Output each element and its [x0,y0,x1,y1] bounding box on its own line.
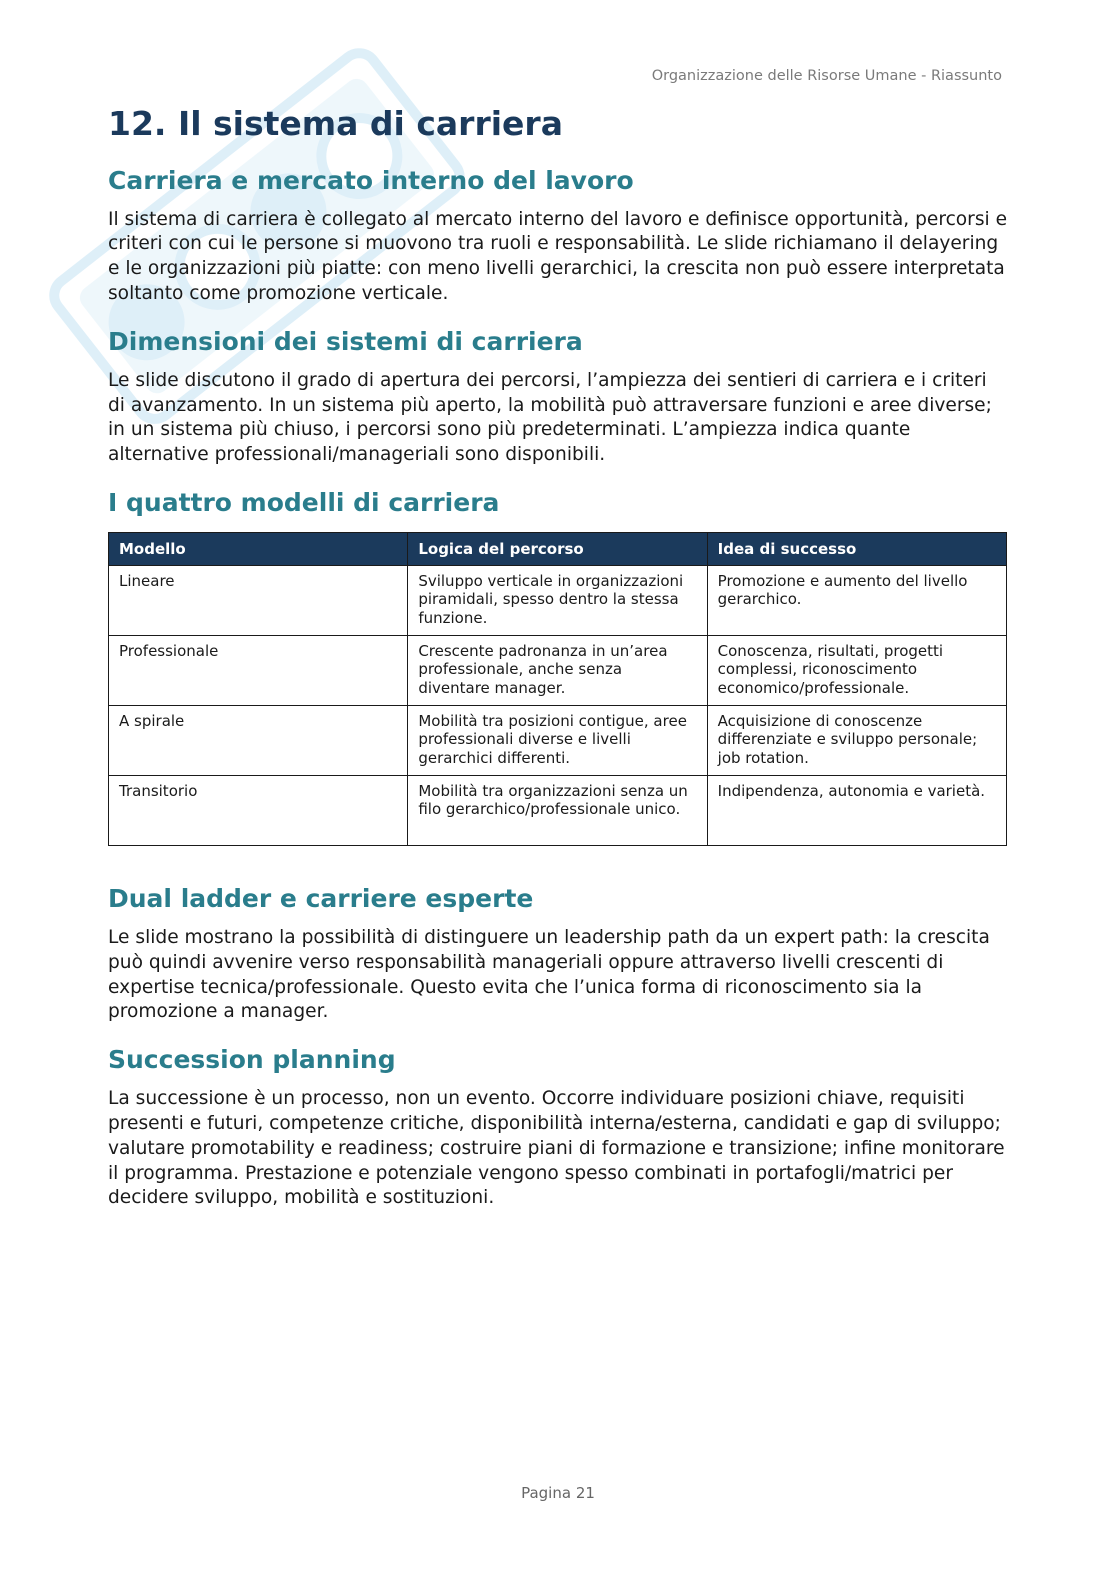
table-cell: Sviluppo verticale in organizzazioni piramidali, spesso dentro la stessa funzione. [408,565,707,635]
table-row [109,775,1007,845]
table-cell: Acquisizione di conoscenze differenziate e sviluppo personale; job rotation. [707,705,1006,775]
running-header: Organizzazione delle Risorse Umane - Riassunto [651,68,1002,84]
table-cell: Crescente padronanza in un’area professionale, anche senza diventare manager. [408,635,707,705]
page-content [108,104,1008,1231]
table-row [109,565,1007,635]
table-cell: Promozione e aumento del livello gerarchico. [707,565,1006,635]
table-cell: A spirale [109,705,408,775]
table-cell: Indipendenza, autonomia e varietà. [707,775,1006,845]
table-cell: Mobilità tra organizzazioni senza un filo gerarchico/professionale unico. [408,775,707,845]
table-row [109,705,1007,775]
career-models-table [108,532,1007,846]
table-header-cell: Idea di successo [707,532,1006,565]
table-header-cell: Modello [109,532,408,565]
page-number: Pagina 21 [521,1484,595,1502]
table-header-row [109,532,1007,565]
table-header-cell: Logica del percorso [408,532,707,565]
section-paragraph: Le slide mostrano la possibilità di distinguere un leadership path da un expert path: la crescita può quindi avvenire verso responsabilità manageriali oppure attraverso livelli crescenti di expertise tecnica/professionale. Questo evita che l’unica forma di riconoscimento sia la promozione a manager. [108,926,990,1023]
table-cell: Mobilità tra posizioni contigue, aree professionali diverse e livelli gerarchici differenti. [408,705,707,775]
section-heading: I quattro modelli di carriera [108,487,500,517]
section-paragraph: La successione è un processo, non un evento. Occorre individuare posizioni chiave, requisiti presenti e futuri, competenze critiche, disponibilità interna/esterna, candidati e gap di sviluppo; valutare promotability e readiness; costruire piani di formazione e transizione; infine monitorare il programma. Prestazione e potenziale vengono spesso combinati in portafogli/matrici per decidere sviluppo, mobilità e sostituzioni. [108,1088,1005,1209]
chapter-title: 12. Il sistema di carriera [108,104,563,143]
table-row [109,635,1007,705]
table-cell: Professionale [109,635,408,705]
section-paragraph: Il sistema di carriera è collegato al mercato interno del lavoro e definisce opportunità, percorsi e criteri con cui le persone si muovono tra ruoli e responsabilità. Le slide richiamano il delayering e le organizzazioni più piatte: con meno livelli gerarchici, la crescita non può essere interpretata soltanto come promozione verticale. [108,208,1008,304]
section-heading: Succession planning [108,1045,396,1075]
table-cell: Transitorio [109,775,408,845]
table-cell: Conoscenza, risultati, progetti complessi, riconoscimento economico/professionale. [707,635,1006,705]
section-paragraph: Le slide discutono il grado di apertura dei percorsi, l’ampiezza dei sentieri di carriera e i criteri di avanzamento. In un sistema più aperto, la mobilità può attraversare funzioni e aree diverse; in un sistema più chiuso, i percorsi sono più predeterminati. L’ampiezza indica quante alternative professionali/manageriali sono disponibili. [108,369,992,466]
section-heading: Dimensioni dei sistemi di carriera [108,326,583,356]
table-cell: Lineare [109,565,408,635]
section-heading: Carriera e mercato interno del lavoro [108,165,634,195]
section-heading: Dual ladder e carriere esperte [108,883,534,913]
